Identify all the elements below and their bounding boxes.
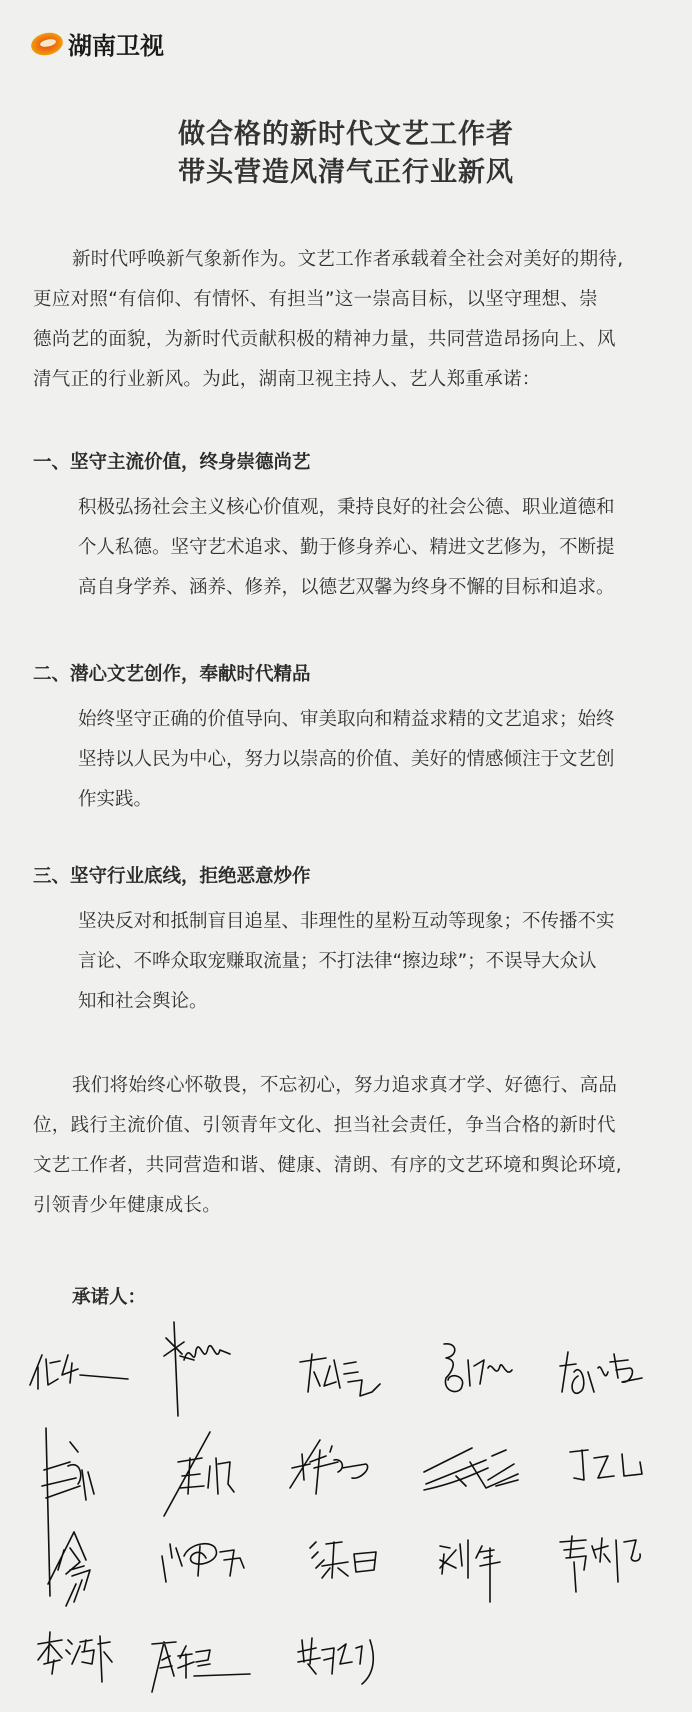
section-line: 坚持以人民为中心，努力以崇高的价值、美好的情感倾注于文艺创	[78, 749, 615, 770]
signature-4	[440, 1340, 520, 1424]
signature-8	[286, 1438, 386, 1502]
section-line: 始终坚守正确的价值导向、审美取向和精益求精的文艺追求；始终	[78, 709, 615, 730]
title-line-1: 做合格的新时代文艺工作者	[178, 119, 514, 150]
section-line: 个人私德。坚守艺术追求、勤于修身养心、精进文艺修为，不断提	[78, 537, 615, 558]
closing-line: 我们将始终心怀敬畏，不忘初心，努力追求真才学、好德行、高品	[72, 1075, 618, 1096]
section-line: 坚决反对和抵制盲目追星、非理性的星粉互动等现象；不传播不实	[78, 911, 615, 932]
signature-5	[558, 1348, 658, 1412]
signature-14	[436, 1538, 516, 1612]
signatories-label: 承诺人：	[72, 1287, 147, 1308]
section-line: 作实践。	[78, 789, 153, 810]
intro-line: 更应对照“有信仰、有情怀、有担当”这一崇高目标，以坚守理想、崇	[33, 289, 598, 310]
intro-line: 德尚艺的面貌，为新时代贡献积极的精神力量，共同营造昂扬向上、风	[33, 329, 616, 350]
signature-2	[160, 1320, 240, 1424]
signature-12	[160, 1536, 260, 1590]
signature-10	[568, 1448, 648, 1492]
logo-text: 湖南卫视	[68, 32, 164, 60]
signature-11	[46, 1530, 116, 1614]
section-line: 知和社会舆论。	[78, 991, 208, 1012]
closing-line: 文艺工作者，共同营造和谐、健康、清朗、有序的文艺环境和舆论环境,	[33, 1155, 622, 1176]
section-line: 积极弘扬社会主义核心价值观，秉持良好的社会公德、职业道德和	[78, 497, 615, 518]
signature-1	[28, 1345, 138, 1399]
signature-15	[558, 1532, 658, 1616]
section-heading: 三、坚守行业底线，拒绝恶意炒作	[33, 866, 311, 887]
hunan-tv-logo	[30, 26, 164, 61]
title-line-2: 带头营造风清气正行业新风	[178, 157, 514, 188]
section-heading: 一、坚守主流价值，终身崇德尚艺	[33, 452, 311, 473]
section-heading: 二、潜心文艺创作，奉献时代精品	[33, 664, 311, 685]
closing-line: 位，践行主流价值、引领青年文化、担当社会责任，争当合格的新时代	[33, 1115, 616, 1136]
closing-line: 引领青少年健康成长。	[33, 1195, 222, 1216]
signature-17	[150, 1638, 270, 1712]
signature-3	[296, 1352, 386, 1416]
intro-line: 清气正的行业新风。为此，湖南卫视主持人、艺人郑重承诺：	[33, 369, 541, 390]
signature-18	[296, 1634, 396, 1698]
hunan-tv-ring-icon	[30, 31, 64, 57]
signature-9	[422, 1446, 532, 1500]
section-line: 高自身学养、涵养、修养，以德艺双馨为终身不懈的目标和追求。	[78, 577, 615, 598]
signature-13	[308, 1538, 388, 1592]
intro-line: 新时代呼唤新气象新作为。文艺工作者承载着全社会对美好的期待,	[72, 249, 624, 270]
signature-7	[158, 1428, 238, 1522]
signature-16	[36, 1630, 126, 1704]
section-line: 言论、不哗众取宠赚取流量；不打法律“擦边球”；不误导大众认	[78, 951, 597, 972]
